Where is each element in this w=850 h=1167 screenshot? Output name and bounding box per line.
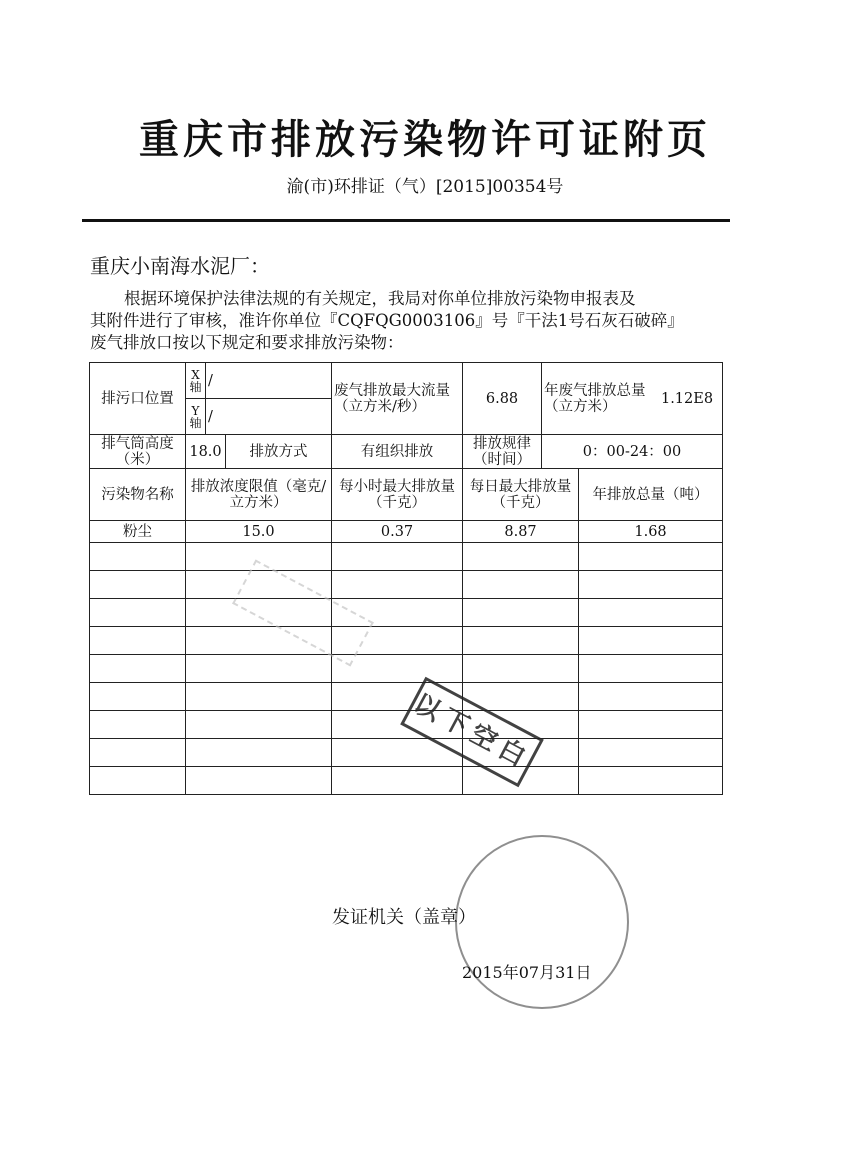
- table-row: [90, 435, 723, 469]
- schedule-value: 0：00-24：00: [542, 435, 723, 469]
- y-axis-label: Y 轴: [186, 399, 206, 435]
- document-title: 重庆市排放污染物许可证附页: [139, 117, 711, 163]
- method-label: 排放方式: [226, 435, 332, 469]
- title-divider: [82, 219, 730, 222]
- method-value: 有组织排放: [332, 435, 463, 469]
- cell-pollutant: 粉尘: [90, 521, 186, 543]
- table-row: [90, 655, 723, 683]
- table-row: [90, 571, 723, 599]
- table-header-row: [90, 469, 723, 521]
- annual-volume-cell: [542, 363, 723, 435]
- cell-annual: 1.68: [579, 521, 723, 543]
- table-row: [90, 363, 723, 399]
- issuing-authority: 发证机关（盖章）: [332, 907, 476, 928]
- stack-height-value: 18.0: [186, 435, 226, 469]
- table-row: [90, 739, 723, 767]
- issue-date: 2015年07月31日: [462, 963, 592, 982]
- table-row: [90, 767, 723, 795]
- x-axis-value: /: [206, 363, 332, 399]
- cell-limit: 15.0: [186, 521, 332, 543]
- table-row: [90, 683, 723, 711]
- table-row: [90, 543, 723, 571]
- stack-height-label: 排气筒高度（米）: [90, 435, 186, 469]
- permit-body-text: [90, 288, 730, 354]
- body-line: 根据环境保护法律法规的有关规定，我局对你单位排放污染物申报表及: [124, 289, 636, 308]
- header-daily: 每日最大排放量（千克）: [463, 469, 579, 521]
- cell-hourly: 0.37: [332, 521, 463, 543]
- header-hourly: 每小时最大排放量（千克）: [332, 469, 463, 521]
- annual-volume-label: 年废气排放总量（立方米）: [544, 382, 646, 415]
- cell-daily: 8.87: [463, 521, 579, 543]
- table-row: [90, 627, 723, 655]
- header-pollutant: 污染物名称: [90, 469, 186, 521]
- outlet-position-label: 排污口位置: [90, 363, 186, 435]
- table-row: [90, 521, 723, 543]
- header-limit: 排放浓度限值（毫克/立方米）: [186, 469, 332, 521]
- blank-below-stamp: 以下空白: [400, 677, 544, 788]
- addressee: 重庆小南海水泥厂：: [90, 254, 270, 278]
- schedule-label: 排放规律（时间）: [463, 435, 542, 469]
- table-row: [90, 599, 723, 627]
- max-flow-label: 废气排放最大流量（立方米/秒）: [332, 363, 463, 435]
- annual-volume-value: 1.12E8: [660, 390, 714, 407]
- body-line: 其附件进行了审核，准许你单位『CQFQG0003106』号『干法1号石灰石破碎』: [90, 311, 684, 330]
- x-axis-label: X 轴: [186, 363, 206, 399]
- permit-number: 渝(市)环排证（气）[2015]00354号: [286, 177, 564, 197]
- emission-permit-table: [89, 362, 723, 795]
- header-annual: 年排放总量（吨）: [579, 469, 723, 521]
- y-axis-value: /: [206, 399, 332, 435]
- max-flow-value: 6.88: [463, 363, 542, 435]
- body-line: 废气排放口按以下规定和要求排放污染物：: [90, 333, 404, 352]
